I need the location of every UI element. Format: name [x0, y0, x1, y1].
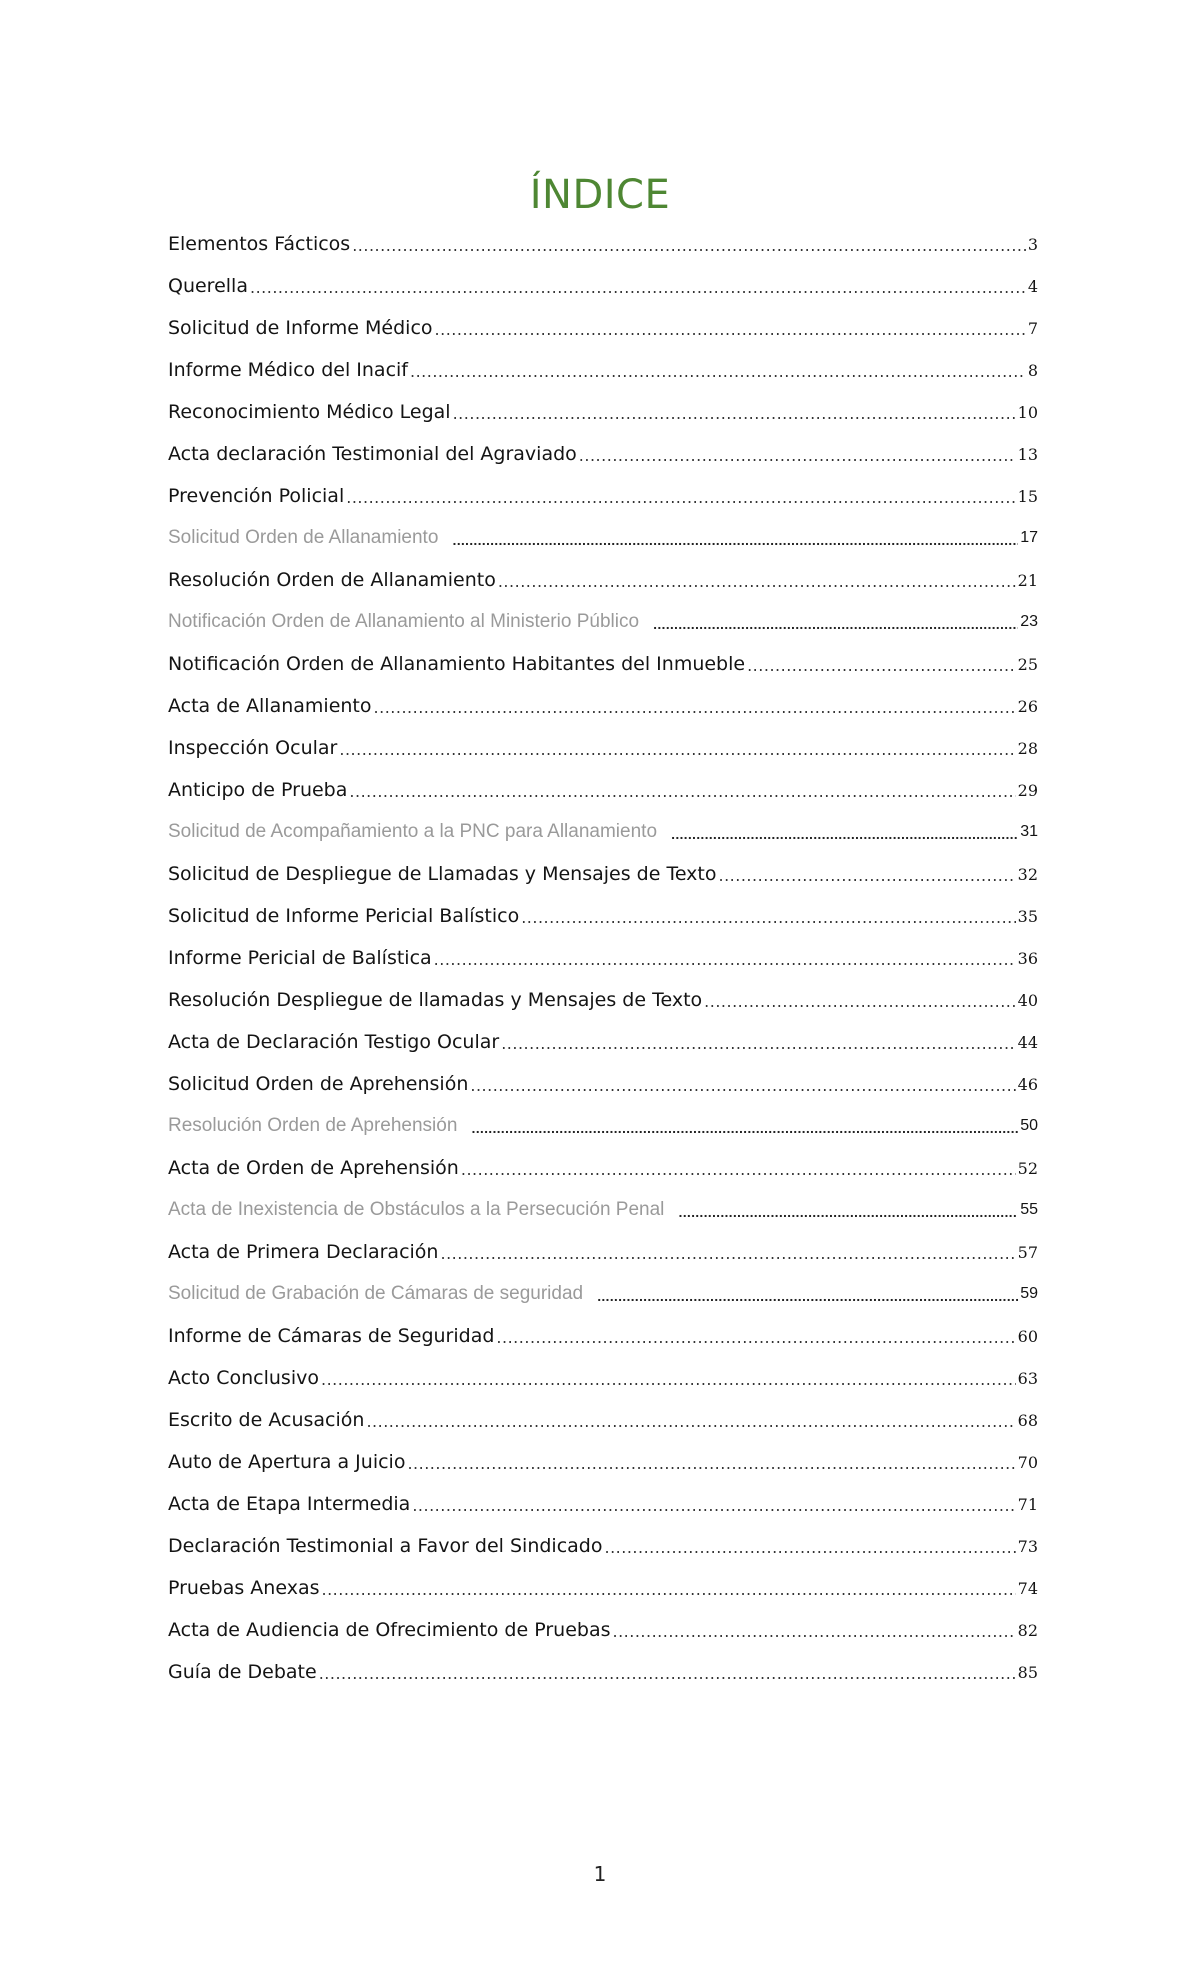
toc-entry-page: 10 [1017, 402, 1038, 422]
toc-entry[interactable] [168, 727, 1038, 769]
toc-dot-leader [579, 446, 1016, 465]
toc-entry-label: Resolución Orden de Aprehensión [168, 1115, 458, 1136]
toc-entry-label: Acta de Primera Declaración [168, 1241, 439, 1263]
toc-entry[interactable] [168, 307, 1038, 349]
toc-entry-page: 31 [1020, 823, 1038, 840]
toc-entry[interactable] [168, 769, 1038, 811]
toc-entry[interactable] [168, 391, 1038, 433]
toc-dot-leader [412, 1496, 1015, 1515]
toc-entry-label: Acta de Orden de Aprehensión [168, 1157, 459, 1179]
toc-dot-leader [671, 829, 1018, 842]
toc-dot-leader [352, 236, 1026, 255]
toc-dot-leader [434, 950, 1016, 969]
toc-entry-label: Solicitud Orden de Allanamiento [168, 527, 439, 548]
toc-entry[interactable] [168, 349, 1038, 391]
toc-entry[interactable] [168, 1063, 1038, 1105]
toc-entry-label: Querella [168, 275, 248, 297]
toc-entry-page: 23 [1020, 613, 1038, 630]
toc-entry-page: 3 [1027, 234, 1038, 254]
toc-entry-page: 40 [1017, 990, 1038, 1010]
toc-dot-leader [410, 362, 1026, 381]
toc-entry[interactable] [168, 979, 1038, 1021]
toc-entry-page: 8 [1027, 360, 1038, 380]
toc-entry[interactable] [168, 559, 1038, 601]
toc-entry-page: 36 [1017, 948, 1038, 968]
toc-dot-leader [747, 656, 1016, 675]
table-of-contents [168, 223, 1038, 1693]
toc-dot-leader [604, 1538, 1015, 1557]
toc-dot-leader [322, 1580, 1016, 1599]
toc-entry[interactable] [168, 1525, 1038, 1567]
toc-entry-page: 70 [1017, 1452, 1038, 1472]
toc-entry-label: Auto de Apertura a Juicio [168, 1451, 406, 1473]
toc-entry-label: Acta de Etapa Intermedia [168, 1493, 411, 1515]
toc-entry-page: 82 [1017, 1620, 1038, 1640]
toc-entry-page: 59 [1020, 1285, 1038, 1302]
toc-entry[interactable] [168, 1315, 1038, 1357]
toc-entry[interactable] [168, 223, 1038, 265]
toc-dot-leader [321, 1370, 1016, 1389]
toc-entry[interactable] [168, 1609, 1038, 1651]
toc-entry[interactable] [168, 1567, 1038, 1609]
toc-entry-label: Resolución Orden de Allanamiento [168, 569, 496, 591]
toc-entry-label: Solicitud de Despliegue de Llamadas y Mensajes de Texto [168, 863, 717, 885]
toc-entry-label: Solicitud de Informe Pericial Balístico [168, 905, 520, 927]
toc-entry-label: Acta de Audiencia de Ofrecimiento de Pruebas [168, 1619, 611, 1641]
toc-dot-leader [496, 1328, 1015, 1347]
toc-entry[interactable] [168, 1147, 1038, 1189]
toc-dot-leader [250, 278, 1026, 297]
toc-dot-leader [501, 1034, 1015, 1053]
toc-entry-label: Resolución Despliegue de llamadas y Mensajes de Texto [168, 989, 703, 1011]
toc-entry-label: Anticipo de Prueba [168, 779, 348, 801]
toc-entry[interactable] [168, 1357, 1038, 1399]
toc-entry[interactable] [168, 1021, 1038, 1063]
toc-entry-label: Reconocimiento Médico Legal [168, 401, 451, 423]
toc-entry-label: Acta de Inexistencia de Obstáculos a la Persecución Penal [168, 1199, 665, 1220]
toc-entry-page: 21 [1017, 570, 1038, 590]
toc-entry[interactable] [168, 895, 1038, 937]
toc-entry-page: 13 [1017, 444, 1038, 464]
toc-entry-label: Acta de Allanamiento [168, 695, 372, 717]
toc-entry-label: Escrito de Acusación [168, 1409, 365, 1431]
toc-dot-leader [453, 404, 1016, 423]
toc-entry[interactable] [168, 853, 1038, 895]
toc-dot-leader [719, 866, 1016, 885]
toc-entry[interactable] [168, 1273, 1038, 1315]
toc-dot-leader [435, 320, 1026, 339]
toc-entry[interactable] [168, 1189, 1038, 1231]
toc-entry-label: Declaración Testimonial a Favor del Sindicado [168, 1535, 603, 1557]
toc-entry[interactable] [168, 475, 1038, 517]
toc-entry-page: 52 [1017, 1158, 1038, 1178]
toc-dot-leader [471, 1123, 1018, 1136]
toc-dot-leader [461, 1160, 1016, 1179]
toc-entry-page: 46 [1017, 1074, 1038, 1094]
toc-entry-page: 28 [1017, 738, 1038, 758]
toc-entry-page: 15 [1017, 486, 1038, 506]
toc-entry-page: 25 [1017, 654, 1038, 674]
toc-entry[interactable] [168, 265, 1038, 307]
toc-entry[interactable] [168, 517, 1038, 559]
toc-entry-label: Elementos Fácticos [168, 233, 351, 255]
toc-entry-label: Acta de Declaración Testigo Ocular [168, 1031, 500, 1053]
toc-dot-leader [366, 1412, 1015, 1431]
page-title: ÍNDICE [529, 172, 671, 218]
toc-entry[interactable] [168, 601, 1038, 643]
toc-entry-label: Notificación Orden de Allanamiento al Ministerio Público [168, 611, 640, 632]
toc-entry-label: Notificación Orden de Allanamiento Habitantes del Inmueble [168, 653, 746, 675]
page-number: 1 [593, 1862, 607, 1886]
toc-dot-leader [407, 1454, 1015, 1473]
toc-entry-label: Inspección Ocular [168, 737, 338, 759]
toc-entry[interactable] [168, 433, 1038, 475]
toc-dot-leader [319, 1664, 1016, 1683]
toc-entry-label: Acta declaración Testimonial del Agraviado [168, 443, 577, 465]
toc-entry-page: 4 [1027, 276, 1038, 296]
toc-entry-label: Pruebas Anexas [168, 1577, 320, 1599]
toc-entry[interactable] [168, 1105, 1038, 1147]
toc-entry[interactable] [168, 1399, 1038, 1441]
toc-entry-page: 71 [1017, 1494, 1038, 1514]
toc-dot-leader [346, 488, 1015, 507]
toc-entry-page: 17 [1020, 529, 1038, 546]
toc-dot-leader [498, 572, 1016, 591]
toc-entry[interactable] [168, 643, 1038, 685]
toc-entry-label: Informe Pericial de Balística [168, 947, 432, 969]
toc-entry-label: Prevención Policial [168, 485, 345, 507]
toc-entry[interactable] [168, 685, 1038, 727]
toc-entry-page: 26 [1017, 696, 1038, 716]
toc-entry-page: 35 [1017, 906, 1038, 926]
toc-entry-page: 7 [1027, 318, 1038, 338]
toc-entry-page: 50 [1020, 1117, 1038, 1134]
toc-dot-leader [470, 1076, 1015, 1095]
toc-entry-label: Acto Conclusivo [168, 1367, 319, 1389]
toc-entry-label: Solicitud de Grabación de Cámaras de seguridad [168, 1283, 584, 1304]
toc-entry-label: Informe de Cámaras de Seguridad [168, 1325, 495, 1347]
toc-dot-leader [521, 908, 1015, 927]
toc-dot-leader [440, 1244, 1015, 1263]
toc-entry-label: Solicitud de Informe Médico [168, 317, 433, 339]
toc-dot-leader [678, 1207, 1018, 1220]
toc-entry-page: 85 [1017, 1662, 1038, 1682]
toc-entry-page: 60 [1017, 1326, 1038, 1346]
toc-entry-page: 63 [1017, 1368, 1038, 1388]
toc-entry[interactable] [168, 1651, 1038, 1693]
toc-dot-leader [612, 1622, 1015, 1641]
toc-entry-label: Informe Médico del Inacif [168, 359, 408, 381]
toc-entry-page: 29 [1017, 780, 1038, 800]
toc-dot-leader [339, 740, 1015, 759]
toc-entry-label: Guía de Debate [168, 1661, 317, 1683]
toc-entry-page: 32 [1017, 864, 1038, 884]
toc-entry-page: 44 [1017, 1032, 1038, 1052]
toc-dot-leader [452, 535, 1018, 548]
toc-dot-leader [704, 992, 1015, 1011]
toc-entry-label: Solicitud de Acompañamiento a la PNC para Allanamiento [168, 821, 658, 842]
toc-entry[interactable] [168, 937, 1038, 979]
toc-entry[interactable] [168, 1441, 1038, 1483]
toc-dot-leader [653, 619, 1018, 632]
toc-entry[interactable] [168, 1231, 1038, 1273]
toc-entry-label: Solicitud Orden de Aprehensión [168, 1073, 469, 1095]
toc-entry[interactable] [168, 1483, 1038, 1525]
toc-entry-page: 74 [1017, 1578, 1038, 1598]
toc-dot-leader [597, 1291, 1018, 1304]
toc-entry-page: 57 [1017, 1242, 1038, 1262]
toc-dot-leader [374, 698, 1016, 717]
toc-entry[interactable] [168, 811, 1038, 853]
toc-entry-page: 68 [1017, 1410, 1038, 1430]
toc-dot-leader [349, 782, 1015, 801]
toc-entry-page: 73 [1017, 1536, 1038, 1556]
toc-entry-page: 55 [1020, 1201, 1038, 1218]
